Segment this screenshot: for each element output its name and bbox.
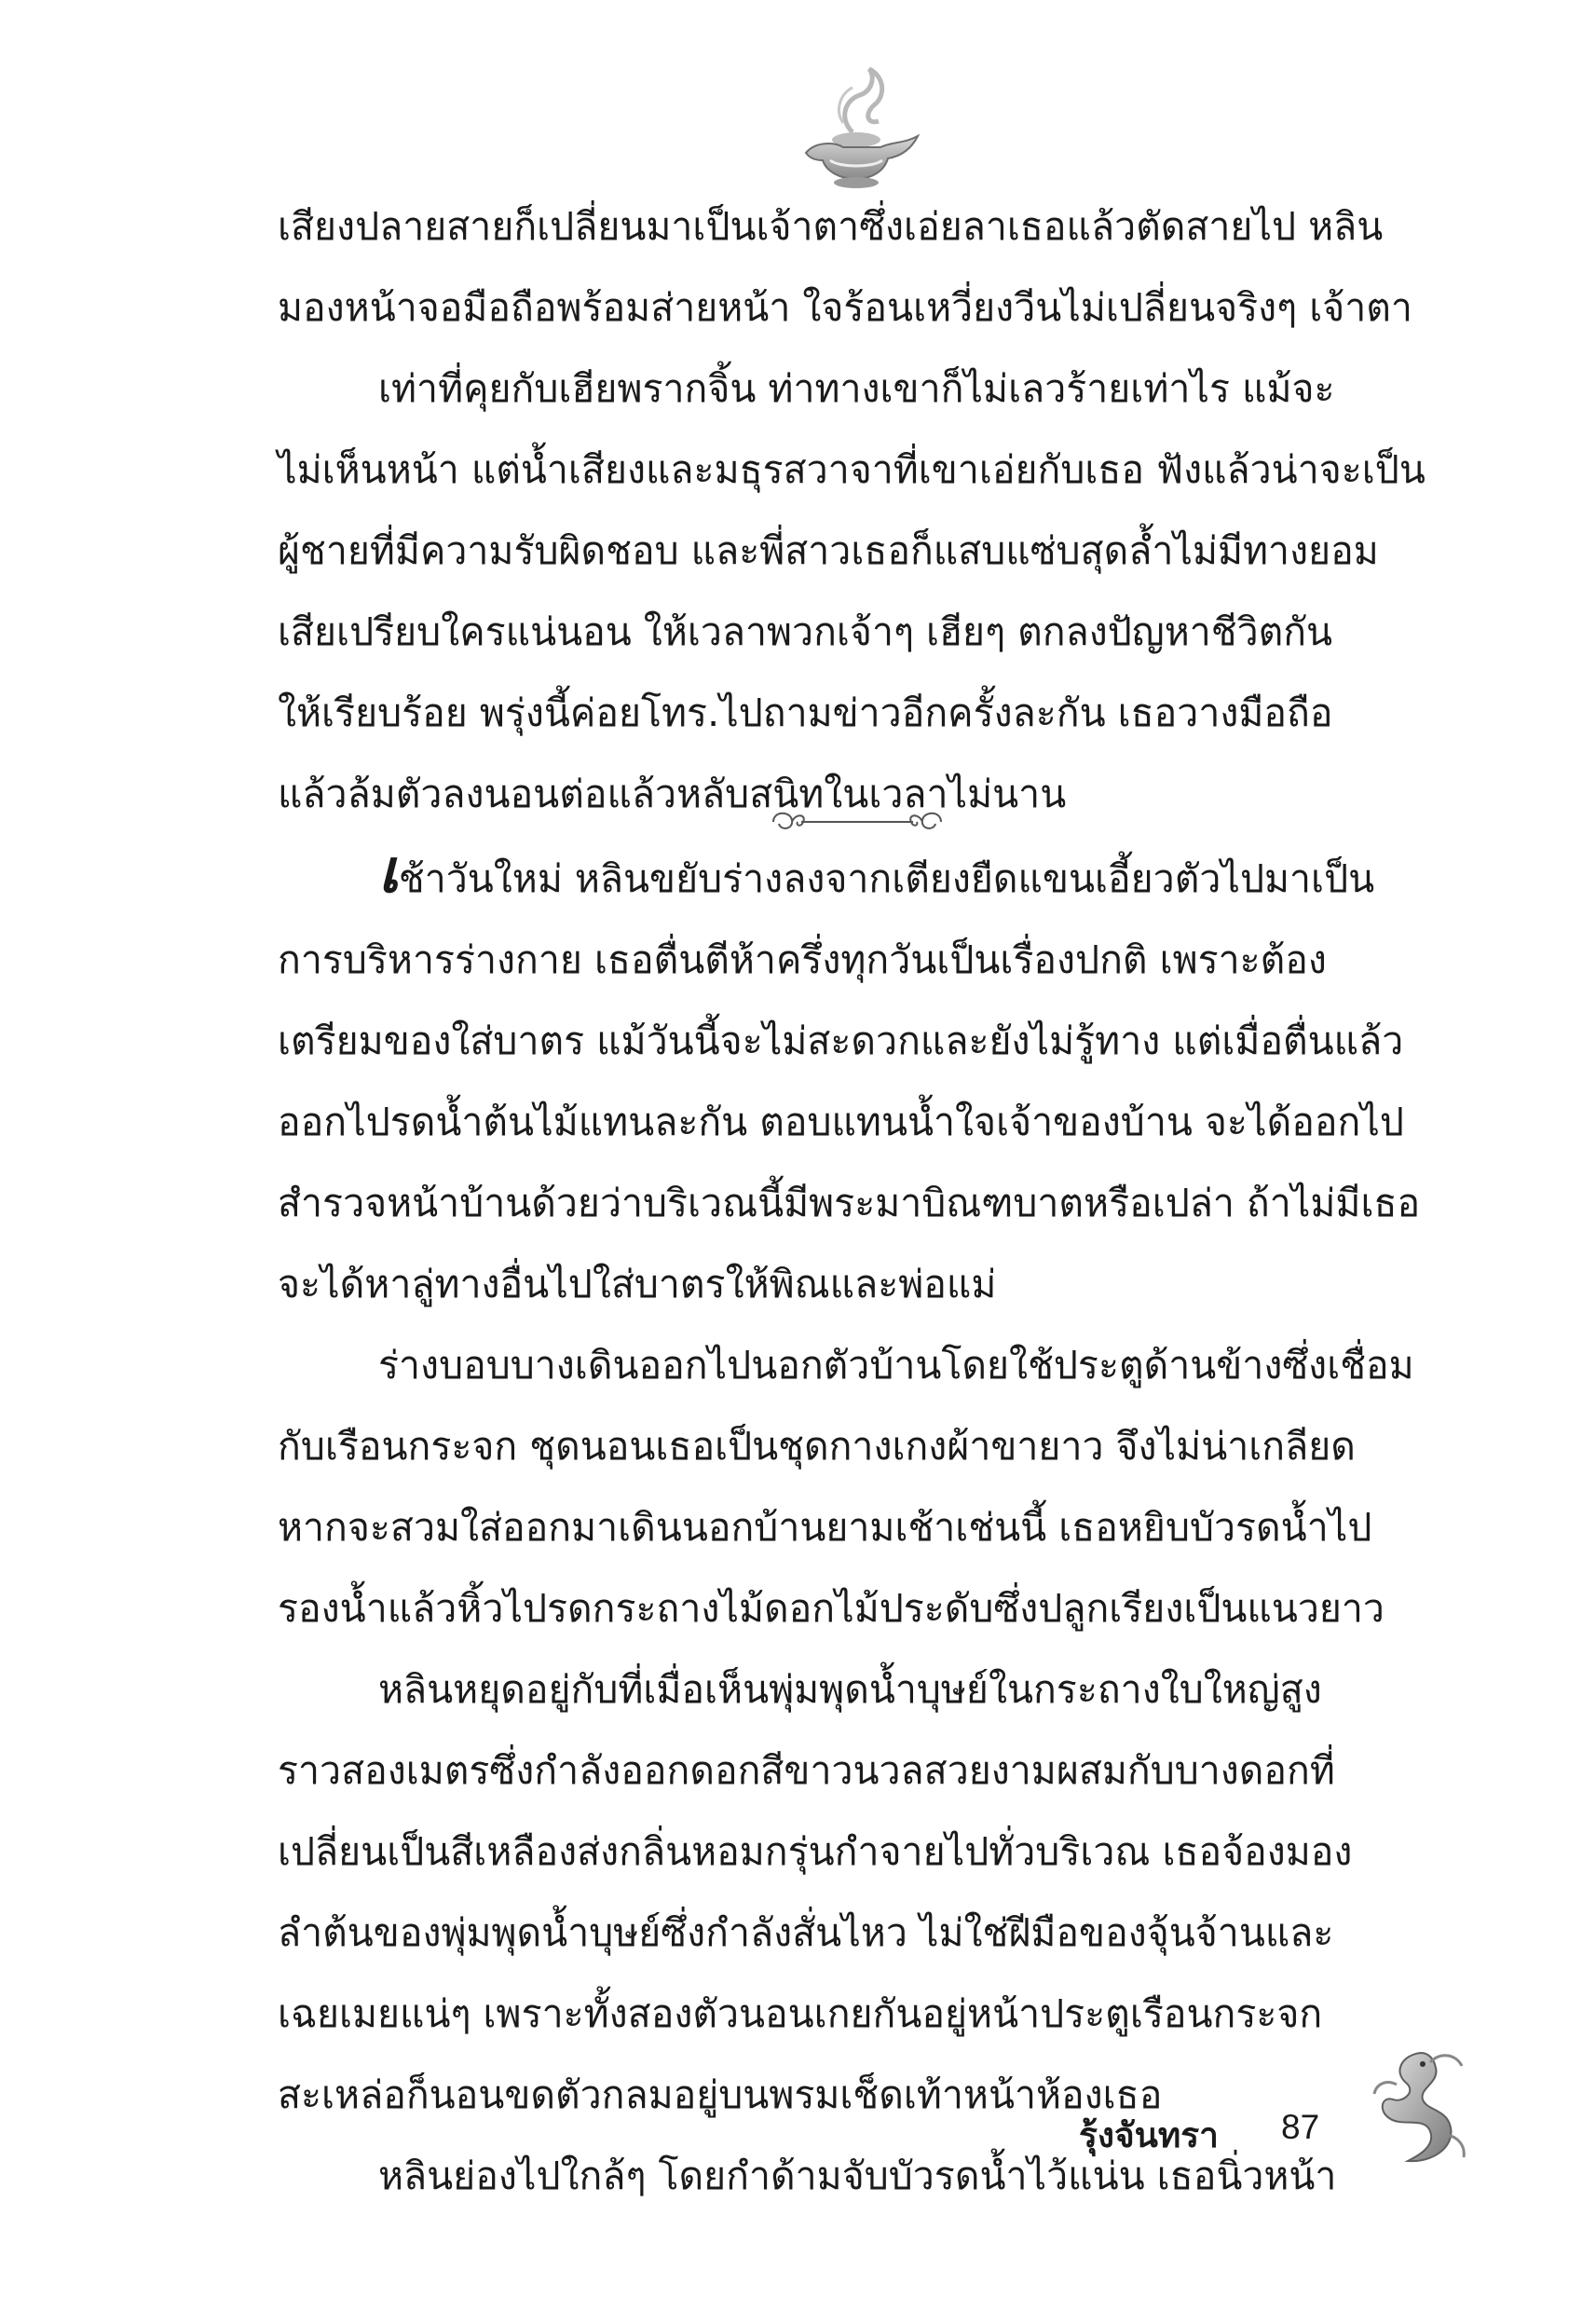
text-line: ลำต้นของพุ่มพุดน้ำบุษย์ซึ่งกำลังสั่นไหว ไม่ใช่ฝีมือของจุ้นจ้านและ — [278, 1910, 1334, 1955]
section-two-text — [278, 839, 1442, 2217]
dragon-ornament-icon — [1365, 2045, 1477, 2167]
section-one-text — [278, 186, 1442, 835]
text-line: เท่าที่คุยกับเฮียพรากจิ้น ท่าทางเขาก็ไม่เลวร้ายเท่าไร แม้จะ — [378, 366, 1335, 411]
text-line: ออกไปรดน้ำต้นไม้แทนละกัน ตอบแทนน้ำใจเจ้าของบ้าน จะได้ออกไป — [278, 1100, 1404, 1144]
drop-cap: เ — [378, 837, 399, 907]
text-line: หลินย่องไปใกล้ๆ โดยกำด้ามจับบัวรดน้ำไว้แน่น เธอนิ่วหน้า — [378, 2154, 1337, 2198]
text-line: ให้เรียบร้อย พรุ่งนี้ค่อยโทร.ไปถามข่าวอีกครั้งละกัน เธอวางมือถือ — [278, 691, 1333, 735]
text-line: ผู้ชายที่มีความรับผิดชอบ และพี่สาวเธอก็แสบแซ่บสุดล้ำไม่มีทางยอม — [278, 528, 1379, 573]
text-line-first — [278, 839, 1442, 920]
text-line: ไม่เห็นหน้า แต่น้ำเสียงและมธุรสวาจาที่เขาเอ่ยกับเธอ ฟังแล้วน่าจะเป็น — [278, 447, 1425, 492]
text-line: กับเรือนกระจก ชุดนอนเธอเป็นชุดกางเกงผ้าขายาว จึงไม่น่าเกลียด — [278, 1424, 1356, 1469]
page-number: 87 — [1281, 2108, 1320, 2146]
text-line: การบริหารร่างกาย เธอตื่นตีห้าครึ่งทุกวันเป็นเรื่องปกติ เพราะต้อง — [278, 937, 1327, 982]
text-line: รองน้ำแล้วหิ้วไปรดกระถางไม้ดอกไม้ประดับซึ่งปลูกเรียงเป็นแนวยาว — [278, 1586, 1385, 1631]
text-line: เสียเปรียบใครแน่นอน ให้เวลาพวกเจ้าๆ เฮียๆ ตกลงปัญหาชีวิตกัน — [278, 609, 1333, 654]
first-line-text: ช้าวันใหม่ หลินขยับร่างลงจากเตียงยืดแขนเอี้ยวตัวไปมาเป็น — [398, 856, 1375, 901]
running-footer-title: รุ้งจันทรา — [1079, 2115, 1219, 2155]
text-line: จะได้หาลู่ทางอื่นไปใส่บาตรให้พิณและพ่อแม่ — [278, 1262, 997, 1306]
genie-lamp-icon — [787, 67, 927, 198]
section-divider-ornament — [764, 803, 950, 841]
text-line: ราวสองเมตรซึ่งกำลังออกดอกสีขาวนวลสวยงามผสมกับบางดอกที่ — [278, 1748, 1335, 1793]
text-line: เตรียมของใส่บาตร แม้วันนี้จะไม่สะดวกและยังไม่รู้ทาง แต่เมื่อตื่นแล้ว — [278, 1019, 1404, 1063]
text-line: เสียงปลายสายก็เปลี่ยนมาเป็นเจ้าตาซึ่งเอ่ยลาเธอแล้วตัดสายไป หลิน — [278, 204, 1384, 249]
text-line: สะเหล่อก็นอนขดตัวกลมอยู่บนพรมเช็ดเท้าหน้าห้องเธอ — [278, 2072, 1163, 2117]
text-line: แล้วล้มตัวลงนอนต่อแล้วหลับสนิทในเวลาไม่นาน — [278, 772, 1067, 816]
text-line: ร่างบอบบางเดินออกไปนอกตัวบ้านโดยใช้ประตูด้านข้างซึ่งเชื่อม — [378, 1343, 1414, 1388]
text-line: มองหน้าจอมือถือพร้อมส่ายหน้า ใจร้อนเหวี่ยงวีนไม่เปลี่ยนจริงๆ เจ้าตา — [278, 285, 1412, 330]
text-line: เปลี่ยนเป็นสีเหลืองส่งกลิ่นหอมกรุ่นกำจายไปทั่วบริเวณ เธอจ้องมอง — [278, 1829, 1353, 1874]
text-line: หลินหยุดอยู่กับที่เมื่อเห็นพุ่มพุดน้ำบุษย์ในกระถางใบใหญ่สูง — [378, 1667, 1322, 1712]
text-line: สำรวจหน้าบ้านด้วยว่าบริเวณนี้มีพระมาบิณฑบาตหรือเปล่า ถ้าไม่มีเธอ — [278, 1181, 1421, 1225]
text-line: เฉยเมยแน่ๆ เพราะทั้งสองตัวนอนเกยกันอยู่หน้าประตูเรือนกระจก — [278, 1991, 1323, 2036]
text-line: หากจะสวมใส่ออกมาเดินนอกบ้านยามเช้าเช่นนี้ เธอหยิบบัวรดน้ำไป — [278, 1505, 1372, 1550]
